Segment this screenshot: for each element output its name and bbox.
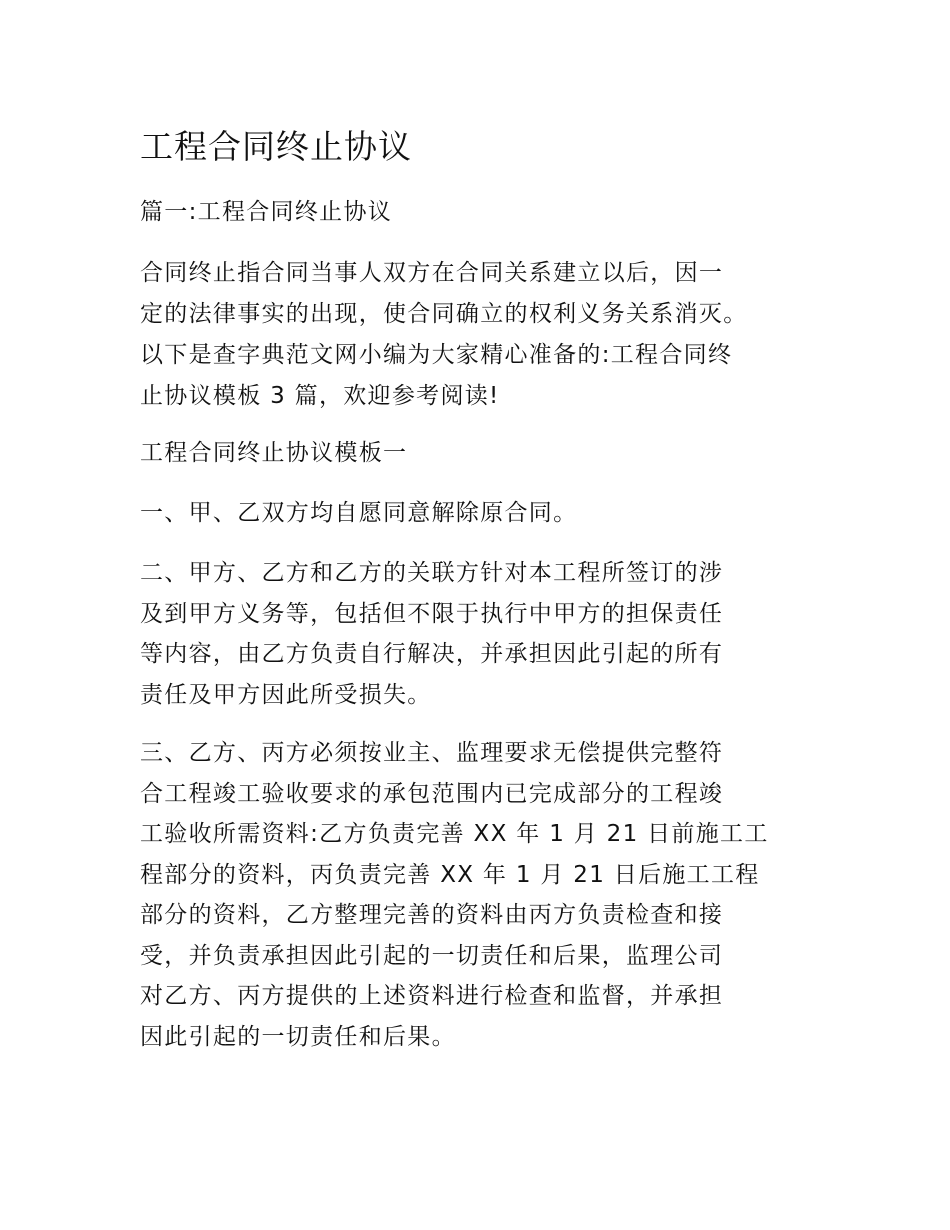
clause-line: 一、甲、乙双方均自愿同意解除原合同。 bbox=[140, 500, 578, 526]
clause-line: 及到甲方义务等，包括但不限于执行中甲方的担保责任 bbox=[140, 601, 724, 627]
clause-line: 责任及甲方因此所受损失。 bbox=[140, 682, 432, 708]
intro-line: 以下是查字典范文网小编为大家精心准备的:工程合同终 bbox=[140, 342, 733, 368]
clause-line: 三、乙方、丙方必须按业主、监理要求无偿提供完整符 bbox=[140, 740, 724, 766]
clause-line: 二、甲方、乙方和乙方的关联方针对本工程所签订的涉 bbox=[140, 560, 724, 586]
clause-line: 受，并负责承担因此引起的一切责任和后果，监理公司 bbox=[140, 943, 724, 969]
template-heading: 工程合同终止协议模板一 bbox=[140, 440, 408, 466]
clause-line: 程部分的资料，丙负责完善 XX 年 1 月 21 日后施工工程 bbox=[140, 862, 760, 888]
clause-line: 等内容，由乙方负责自行解决，并承担因此引起的所有 bbox=[140, 641, 724, 667]
clause-line: 部分的资料，乙方整理完善的资料由丙方负责检查和接 bbox=[140, 902, 724, 928]
clause-line: 因此引起的一切责任和后果。 bbox=[140, 1024, 456, 1050]
section-subtitle: 篇一:工程合同终止协议 bbox=[140, 199, 393, 225]
clause-line: 合工程竣工验收要求的承包范围内已完成部分的工程竣 bbox=[140, 781, 724, 807]
document-title: 工程合同终止协议 bbox=[140, 127, 412, 166]
intro-line: 合同终止指合同当事人双方在合同关系建立以后，因一 bbox=[140, 260, 724, 286]
clause-line: 对乙方、丙方提供的上述资料进行检查和监督，并承担 bbox=[140, 983, 724, 1009]
clause-line: 工验收所需资料:乙方负责完善 XX 年 1 月 21 日前施工工 bbox=[140, 821, 769, 847]
intro-line: 止协议模板 3 篇，欢迎参考阅读! bbox=[140, 383, 500, 409]
intro-line: 定的法律事实的出现，使合同确立的权利义务关系消灭。 bbox=[140, 301, 748, 327]
